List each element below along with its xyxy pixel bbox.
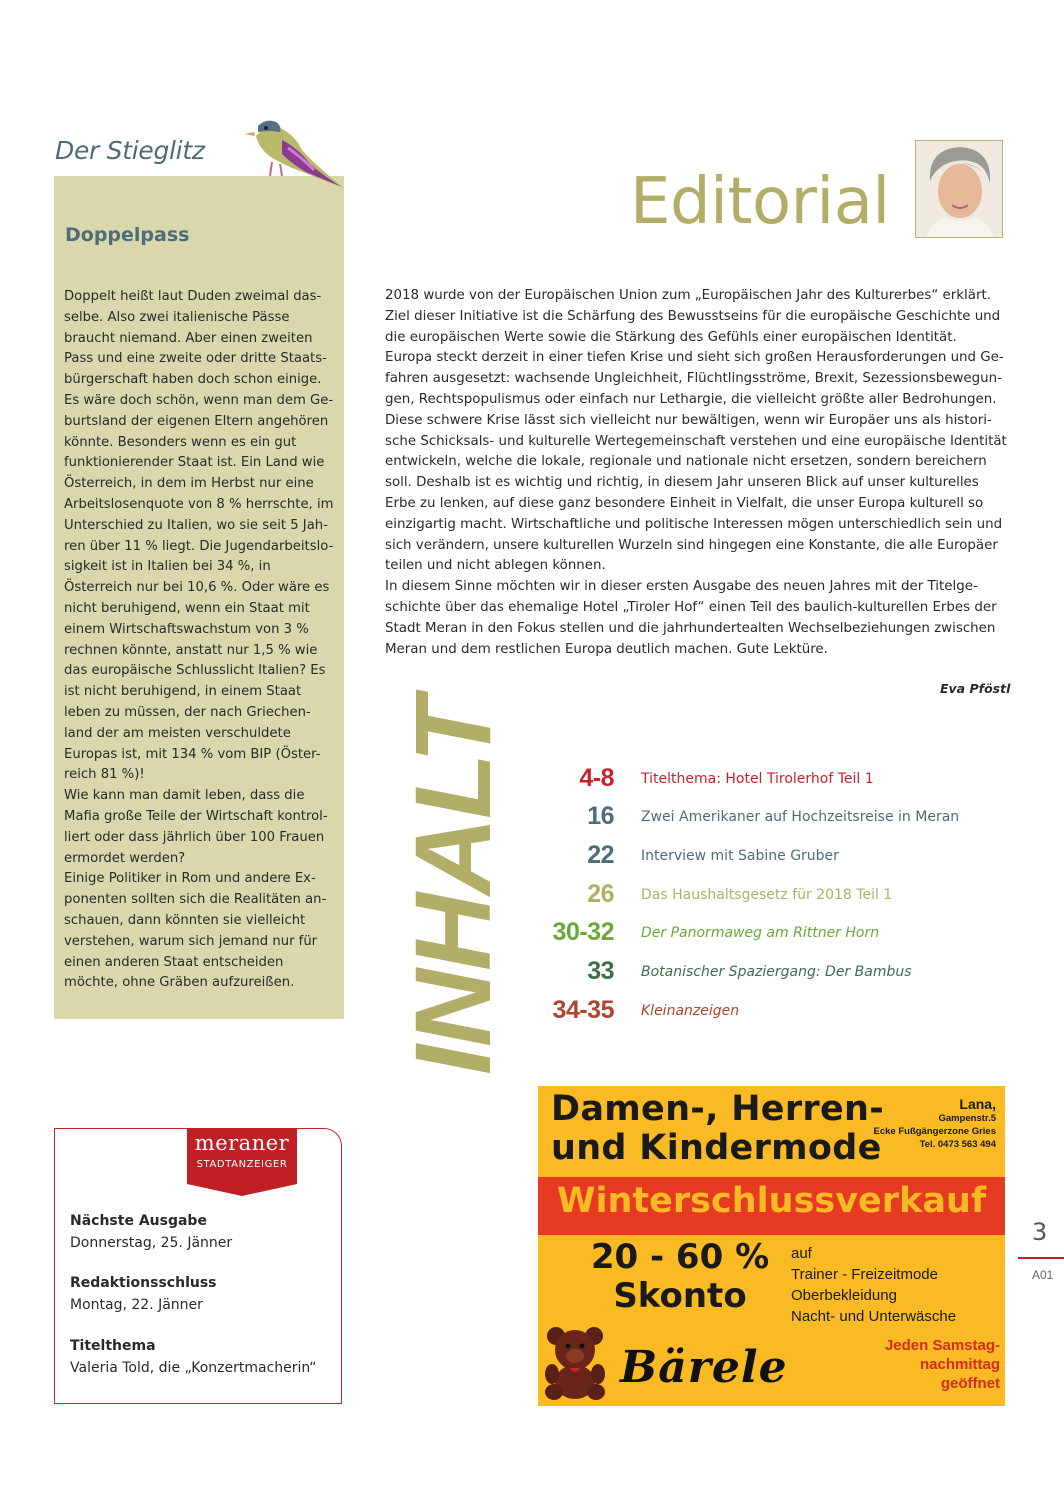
- stieglitz-line: einen anderen Staat entscheiden: [64, 954, 284, 970]
- editorial-line: sich verändern, unsere kulturellen Wurzeln sind hingegen eine Konstante, die alle Europäer: [385, 537, 998, 553]
- toc-entry-pages: 16: [587, 802, 614, 830]
- stieglitz-line: Wie kann man damit leben, dass die: [64, 788, 305, 804]
- editorial-line: teilen und nicht ablegen können.: [385, 558, 606, 574]
- editorial-line: Diese schwere Krise lässt sich vielleicht nur bewältigen, wenn wir Europäer uns als histori-: [385, 412, 992, 428]
- toc-entry-pages: 30-32: [552, 918, 614, 946]
- toc-entry-title: Der Panormaweg am Rittner Horn: [641, 925, 880, 941]
- stieglitz-line: Doppelt heißt laut Duden zweimal das-: [64, 289, 322, 304]
- stieglitz-line: das europäische Schlusslicht Italien? Es: [64, 663, 326, 679]
- editorial-line: 2018 wurde von der Europäischen Union zum „Europäischen Jahr des Kulturerbes“ erklärt.: [385, 288, 991, 303]
- deadline-label: Redaktionsschluss: [70, 1275, 217, 1291]
- ad-address: [860, 1096, 996, 1151]
- ad-street: Gampenstr.5: [938, 1113, 996, 1124]
- teddy-bear-icon: [540, 1322, 610, 1402]
- editorial-line: entwickeln, welche die lokale, regionale und nationale nicht ersetzen, sondern bereichern: [385, 454, 987, 470]
- ad-title-line: und Kindermode: [551, 1128, 882, 1168]
- ad-hours-line: nachmittag: [919, 1356, 1000, 1373]
- ad-discount: [575, 1238, 785, 1316]
- toc-entry-title: Titelthema: Hotel Tirolerhof Teil 1: [641, 771, 874, 787]
- ad-title: [551, 1090, 884, 1168]
- editorial-line: fahren ausgesetzt: wachsende Ungleichheit, Flüchtlingsströme, Brexit, Sezessionsbewegun-: [385, 371, 1002, 387]
- stieglitz-line: ren über 11 % liegt. Die Jugendarbeitslo-: [64, 538, 334, 554]
- toc-entry-pages: 22: [587, 841, 614, 869]
- stieglitz-line: selbe. Also zwei italienische Pässe: [64, 309, 290, 325]
- toc-entry-pages: 33: [587, 957, 614, 985]
- toc-entry-pages: 26: [587, 880, 614, 908]
- toc-entry-title: Interview mit Sabine Gruber: [641, 848, 839, 864]
- editorial-line: die europäischen Werte sowie die Stärkung des Gefühls einer europäischen Identität.: [385, 329, 957, 345]
- ad-opening-hours: [850, 1336, 1000, 1393]
- cover-story-label: Titelthema: [70, 1338, 156, 1354]
- stieglitz-line: ponenten sollten sich die Realitäten an-: [64, 892, 327, 908]
- cover-story-value: Valeria Told, die „Konzertmacherin“: [70, 1360, 317, 1376]
- meraner-logo-word: meraner: [194, 1131, 290, 1155]
- stieglitz-line: Es wäre doch schön, wenn man dem Ge-: [64, 392, 334, 408]
- page-code: A01: [1032, 1268, 1054, 1282]
- ad-title-line: Damen-, Herren-: [551, 1089, 885, 1129]
- stieglitz-line: Mafia große Teile der Wirtschaft kontrol-: [64, 808, 328, 824]
- ad-corner: Ecke Fußgängerzone Gries: [873, 1126, 996, 1137]
- ad-list-item: Nacht- und Unterwäsche: [791, 1308, 957, 1325]
- stieglitz-line: Österreich nur bei 10,6 %. Oder wäre es: [64, 580, 330, 596]
- editorial-author: Eva Pföstl: [940, 681, 1011, 696]
- ad-hours-line: Jeden Samstag-: [884, 1337, 1000, 1354]
- stieglitz-line: Pass und eine zweite oder dritte Staats-: [64, 351, 327, 367]
- stieglitz-body-text: [64, 287, 336, 994]
- stieglitz-line: verstehen, warum sich jemand nur für: [64, 933, 318, 949]
- stieglitz-line: Unterschied zu Italien, wo sie seit 5 Jah-: [64, 517, 328, 533]
- ad-phone: Tel. 0473 563 494: [919, 1139, 996, 1150]
- stieglitz-line: liert oder dass jährlich über 100 Frauen: [64, 829, 325, 845]
- ad-brand-name: Bärele: [620, 1342, 788, 1393]
- ad-town: Lana,: [959, 1096, 996, 1112]
- ad-list-item: Trainer - Freizeitmode: [791, 1266, 938, 1283]
- deadline-value: Montag, 22. Jänner: [70, 1297, 203, 1313]
- toc-entry-title: Kleinanzeigen: [641, 1003, 740, 1019]
- editorial-line: gen, Rechtspopulismus oder einfach nur Lethargie, die vielleicht größte aller Bedrohungen.: [385, 391, 997, 407]
- stieglitz-line: Arbeitslosenquote von 8 % herrschte, im: [64, 496, 334, 512]
- stieglitz-line: Europas ist, mit 134 % vom BIP (Öster-: [64, 746, 321, 762]
- stieglitz-line: braucht niemand. Aber einen zweiten: [64, 330, 313, 346]
- stieglitz-line: einem Wirtschaftswachstum von 3 %: [64, 621, 309, 637]
- stieglitz-line: Österreich, in dem im Herbst nur eine: [64, 476, 314, 492]
- ad-sale-heading: Winterschlussverkauf: [556, 1181, 987, 1221]
- toc-entry-title: Zwei Amerikaner auf Hochzeitsreise in Meran: [641, 809, 960, 825]
- portrait-illustration: [916, 141, 1003, 238]
- editorial-line: Erbe zu lenken, auf diese ganz besondere Einheit in Vielfalt, die unser Europa kulturell so: [385, 495, 984, 511]
- stieglitz-line: nicht beruhigend, wenn ein Staat mit: [64, 600, 310, 616]
- ad-list-item: Oberbekleidung: [791, 1287, 897, 1304]
- toc-entry-pages: 34-35: [552, 996, 614, 1024]
- toc-entry-title: Das Haushaltsgesetz für 2018 Teil 1: [641, 887, 893, 903]
- editorial-line: In diesem Sinne möchten wir in dieser ersten Ausgabe des neuen Jahres mit der Titelge-: [385, 579, 978, 595]
- page-number: 3: [1032, 1218, 1048, 1246]
- stieglitz-heading: Doppelpass: [65, 224, 190, 246]
- stieglitz-line: bürgerschaft haben doch schon einige.: [64, 372, 322, 388]
- meraner-logo-subtitle: STADTANZEIGER: [196, 1159, 288, 1170]
- author-portrait-photo: [915, 140, 1003, 238]
- stieglitz-line: schauen, dann könnten sie vielleicht: [64, 912, 306, 928]
- editorial-title: Editorial: [630, 165, 890, 239]
- editorial-line: Stadt Meran in den Fokus stellen und die jahrhundertealten Wechselbeziehungen zwischen: [385, 620, 996, 636]
- toc-entry-pages: 4-8: [579, 764, 614, 792]
- ad-list-item: auf: [791, 1245, 812, 1262]
- stieglitz-line: Einige Politiker in Rom und andere Ex-: [64, 871, 316, 887]
- toc-entry[interactable]: [520, 841, 940, 875]
- editorial-line: soll. Deshalb ist es wichtig und richtig, in diesem Jahr unseren Blick auf unser kulturelles: [385, 475, 979, 491]
- toc-entry[interactable]: [520, 764, 940, 798]
- page-marker-line: [1018, 1257, 1064, 1259]
- ad-discount-percent: 20 - 60 %: [590, 1237, 770, 1277]
- stieglitz-line: rechnen könnte, anstatt nur 1,5 % wie: [64, 642, 318, 658]
- editorial-line: Ziel dieser Initiative ist die Schärfung des Bewusstseins für die europäische Geschichte und: [385, 308, 1001, 324]
- stieglitz-line: sigkeit ist in Italien bei 34 %, in: [64, 559, 271, 575]
- ad-hours-line: geöffnet: [940, 1375, 1000, 1392]
- ad-product-list: [791, 1243, 956, 1327]
- editorial-line: einzigartig macht. Wirtschaftliche und politische Interessen mögen unterschiedlich sein und: [385, 516, 1003, 532]
- toc-entry[interactable]: [520, 996, 940, 1030]
- goldfinch-bird-illustration: [236, 114, 348, 192]
- toc-entry[interactable]: [520, 918, 940, 952]
- toc-entry[interactable]: [520, 802, 960, 836]
- editorial-line: schichte über das ehemalige Hotel „Tiroler Hof“ einen Teil des baulich-kulturellen Erbes der: [385, 599, 997, 615]
- stieglitz-line: könnte. Besonders wenn es ein gut: [64, 434, 297, 450]
- toc-entry[interactable]: [520, 880, 940, 914]
- stieglitz-line: funktionierender Staat ist. Ein Land wie: [64, 455, 325, 471]
- toc-entry-title: Botanischer Spaziergang: Der Bambus: [641, 964, 912, 980]
- ad-discount-label: Skonto: [613, 1276, 747, 1316]
- stieglitz-line: burtsland der eigenen Eltern angehören: [64, 413, 329, 429]
- editorial-body-text: [385, 286, 1010, 660]
- stieglitz-line: leben zu müssen, der nach Griechen-: [64, 704, 311, 720]
- toc-entry[interactable]: [520, 957, 940, 991]
- next-issue-value: Donnerstag, 25. Jänner: [70, 1235, 233, 1251]
- stieglitz-column-title: Der Stieglitz: [55, 136, 205, 165]
- stieglitz-line: land der am meisten verschuldete: [64, 725, 291, 741]
- stieglitz-line: ermordet werden?: [64, 850, 186, 866]
- stieglitz-line: ist nicht beruhigend, in einem Staat: [64, 684, 302, 700]
- next-issue-label: Nächste Ausgabe: [70, 1213, 207, 1229]
- toc-heading: INHALT: [392, 699, 513, 1075]
- editorial-line: Meran und dem restlichen Europa deutlich machen. Gute Lektüre.: [385, 641, 828, 657]
- meraner-logo-notch: [187, 1184, 297, 1196]
- stieglitz-line: möchte, ohne Gräben aufzureißen.: [64, 975, 295, 991]
- editorial-line: Europa steckt derzeit in einer tiefen Krise und sieht sich großen Herausforderungen und Ge-: [385, 350, 1004, 366]
- editorial-line: sche Schicksals- und kulturelle Wertegemeinschaft verstehen und eine europäische Identität: [385, 433, 1007, 449]
- stieglitz-line: reich 81 %)!: [64, 767, 145, 783]
